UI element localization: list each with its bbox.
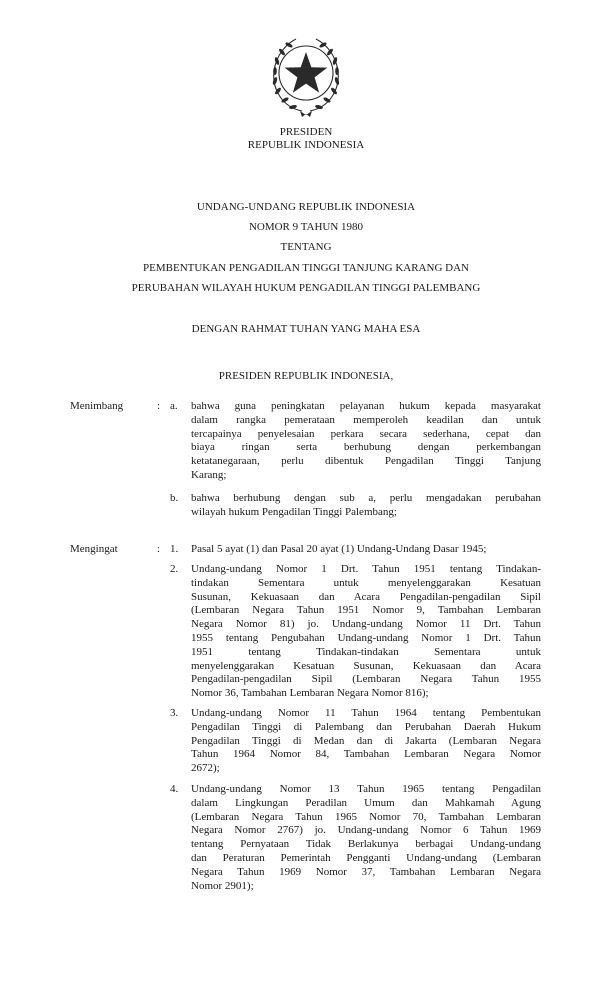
- header-presiden: PRESIDEN: [279, 126, 333, 138]
- text-line: bahwa berhubung dengan sub a, perlu mengadakan perubahan: [191, 492, 541, 504]
- text-line: (Lembaran Negara Tahun 1951 Nomor 9, Tambahan Lembaran: [191, 604, 541, 617]
- text-line: tercapainya penyelesaian perkara secara sederhana, cepat dan: [191, 427, 541, 440]
- text-line: dalam rangka pemerataan memperoleh keadilan dan untuk: [191, 413, 541, 426]
- text-line: Pasal 5 ayat (1) dan Pasal 20 ayat (1) Undang-Undang Dasar 1945;: [191, 543, 487, 555]
- text-line: tentang Pernyataan Tidak Berlakunya berbagai Undang-undang: [191, 838, 541, 851]
- text-line: bahwa guna peningkatan pelayanan hukum kepada masyarakat: [191, 400, 541, 412]
- issuer: PRESIDEN REPUBLIK INDONESIA,: [218, 370, 394, 382]
- item-marker: 2.: [170, 563, 179, 575]
- item-marker: a.: [170, 400, 178, 412]
- section-label: Mengingat: [70, 543, 118, 555]
- text-line: Nomor 2901);: [191, 879, 254, 892]
- text-line: dan Peraturan Pemerintah Pengganti Undang-undang (Lembaran: [191, 851, 541, 864]
- text-line: biaya ringan serta berhubung dengan perkembangan: [191, 441, 541, 454]
- garuda-star-emblem-icon: [266, 33, 346, 119]
- text-line: Negara Tahun 1969 Nomor 37, Tambahan Lembaran Negara: [191, 865, 541, 878]
- text-line: Negara Nomor 81) jo. Undang-undang Nomor 11 Drt. Tahun: [191, 618, 541, 631]
- text-line: 1951 tentang Tindakan-tindakan Sementara untuk: [191, 645, 541, 658]
- text-line: Undang-undang Nomor 1 Drt. Tahun 1951 tentang Tindakan-: [191, 563, 541, 575]
- section-label: Menimbang: [70, 400, 124, 412]
- text-line: Nomor 36, Tambahan Lembaran Negara Nomor 816);: [191, 687, 429, 700]
- title-line-4: PEMBENTUKAN PENGADILAN TINGGI TANJUNG KARANG DAN: [143, 262, 469, 274]
- text-line: Pengadilan Tinggi di Palembang dan Perubahan Daerah Hukum: [191, 720, 541, 733]
- section-colon: :: [157, 543, 161, 555]
- item-text: [191, 400, 541, 483]
- item-text: [191, 707, 541, 776]
- text-line: Undang-undang Nomor 13 Tahun 1965 tentang Pengadilan: [191, 783, 541, 795]
- title-line-1: UNDANG-UNDANG REPUBLIK INDONESIA: [196, 201, 416, 213]
- item-text: [191, 563, 541, 701]
- text-line: Karang;: [191, 468, 227, 481]
- text-line: tindakan Sementara untuk menyelenggarakan Kesatuan: [191, 576, 541, 589]
- text-line: Undang-undang Nomor 11 Tahun 1964 tentang Pembentukan: [191, 707, 541, 719]
- item-marker: 4.: [170, 783, 179, 795]
- text-line: wilayah hukum Pengadilan Tinggi Palembang;: [191, 505, 397, 518]
- text-line: Negara Nomor 2767) jo. Undang-undang Nomor 6 Tahun 1969: [191, 824, 541, 837]
- item-text: [191, 783, 541, 893]
- item-marker: 1.: [170, 543, 179, 555]
- text-line: (Lembaran Negara Tahun 1965 Nomor 70, Tambahan Lembaran: [191, 810, 541, 823]
- title-line-2: NOMOR 9 TAHUN 1980: [248, 221, 364, 233]
- text-line: dalam Lingkungan Peradilan Umum dan Mahkamah Agung: [191, 796, 541, 809]
- header-republik-indonesia: REPUBLIK INDONESIA: [247, 139, 365, 151]
- item-marker: 3.: [170, 707, 179, 719]
- title-line-5: PERUBAHAN WILAYAH HUKUM PENGADILAN TINGGI PALEMBANG: [131, 282, 481, 294]
- text-line: Pengadilan-pengadilan Sipil (Lembaran Negara Tahun 1955: [191, 673, 541, 686]
- text-line: 2672);: [191, 762, 220, 775]
- text-line: 1955 tentang Pengubahan Undang-undang Nomor 1 Drt. Tahun: [191, 631, 541, 644]
- item-marker: b.: [170, 492, 179, 504]
- text-line: Pengadilan Tinggi di Medan dan di Jakarta (Lembaran Negara: [191, 734, 541, 747]
- section-colon: :: [157, 400, 161, 412]
- text-line: Susunan, Kekuasaan dan Acara Pengadilan-pengadilan Sipil: [191, 590, 541, 603]
- item-text: [191, 543, 541, 557]
- text-line: menyelenggarakan Kesatuan Susunan, Kekuasaan dan Acara: [191, 659, 541, 672]
- title-line-3: TENTANG: [280, 241, 332, 253]
- item-text: [191, 492, 541, 520]
- invocation: DENGAN RAHMAT TUHAN YANG MAHA ESA: [191, 323, 421, 335]
- text-line: ketatanegaraan, perlu dibentuk Pengadilan Tinggi Tanjung: [191, 455, 541, 468]
- text-line: Tahun 1964 Nomor 84, Tambahan Lembaran Negara Nomor: [191, 748, 541, 761]
